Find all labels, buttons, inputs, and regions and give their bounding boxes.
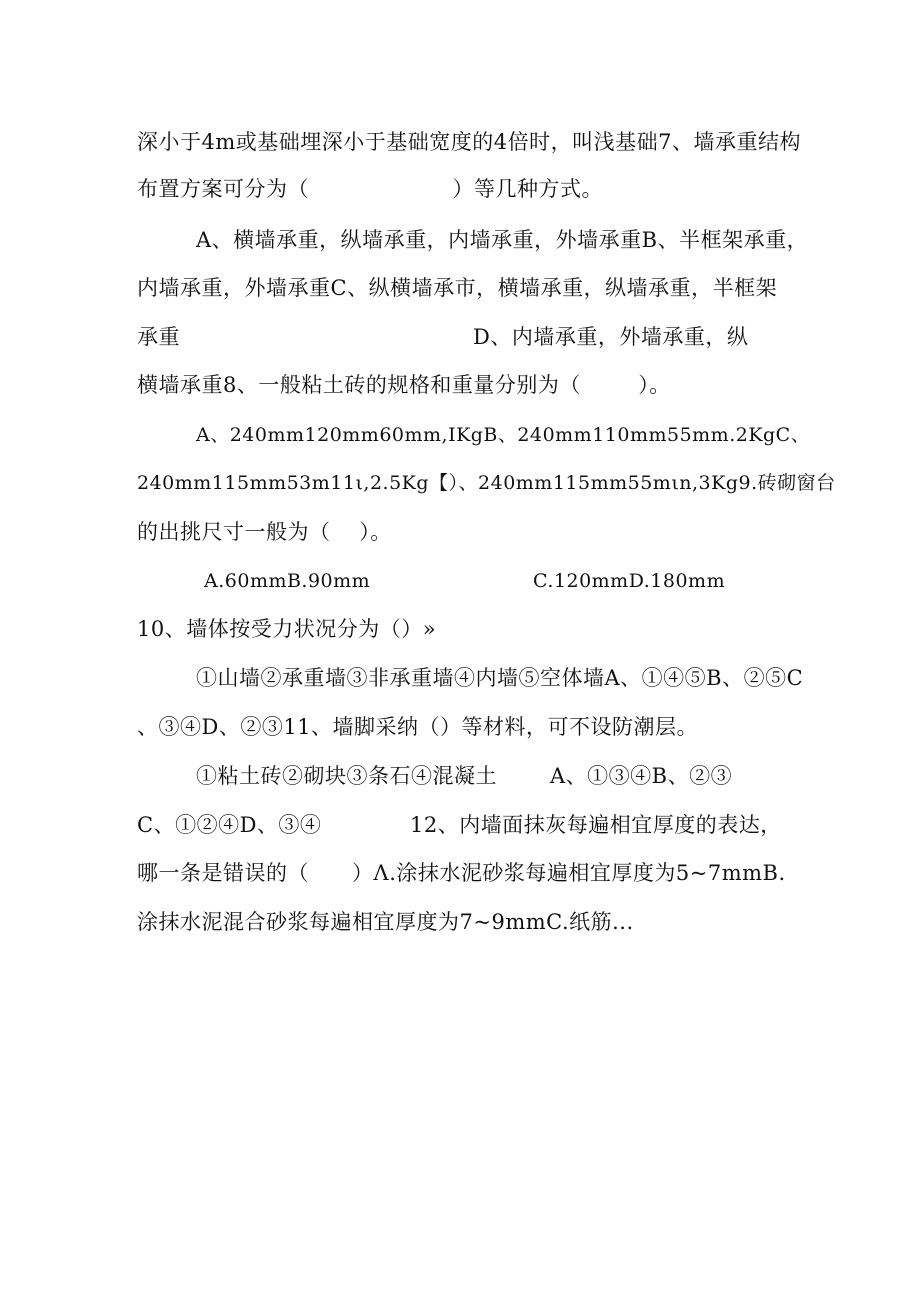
- text-line: A、①③④B、②③: [550, 764, 733, 788]
- text-line: A、240mm120mm60mm,IKgB、240mm110mm55mm.2KgC、: [196, 424, 811, 446]
- text-line: ①粘土砖②砌块③条石④混凝土: [196, 764, 497, 788]
- text-line: C、①②④D、③④: [137, 813, 322, 837]
- text-line: 、③④D、②③11、墙脚采纳（）等材料，可不设防潮层。: [137, 715, 699, 739]
- text-line: C.120mmD.180mm: [533, 570, 726, 592]
- text-line: 涂抹水泥混合砂浆每遍相宜厚度为7~9mmC.纸筋...: [137, 910, 634, 934]
- text-line: A、横墙承重，纵墙承重，内墙承重，外墙承重B、半框架承重，: [196, 228, 809, 252]
- text-line: 12、内墙面抹灰每遍相宜厚度的表达，: [410, 813, 782, 837]
- text-line: 横墙承重8、一般粘土砖的规格和重量分别为（ ）。: [137, 373, 671, 397]
- text-line: 深小于4m或基础埋深小于基础宽度的4倍时，叫浅基础7、墙承重结构: [137, 130, 801, 154]
- text-line: 承重: [137, 325, 180, 349]
- text-line: ①山墙②承重墙③非承重墙④内墙⑤空体墙A、①④⑤B、②⑤C: [196, 666, 804, 690]
- text-line: 布置方案可分为（ ）等几种方式。: [137, 177, 604, 201]
- text-line: D、内墙承重，外墙承重，纵: [473, 325, 749, 349]
- text-line: A.60mmB.90mm: [204, 570, 371, 592]
- text-line: 240mm115mm53m11ι,2.5Kg【）、240mm115mm55mιn,3Kg9.砖砌窗台: [137, 472, 836, 494]
- text-line: 哪一条是错误的（ ）Λ.涂抹水泥砂浆每遍相宜厚度为5~7mmB.: [137, 861, 786, 885]
- text-line: 的出挑尺寸一般为（ ）。: [137, 520, 392, 544]
- text-line: 内墙承重，外墙承重C、纵横墙承市，横墙承重，纵墙承重，半框架: [137, 276, 778, 300]
- text-line: 10、墙体按受力状况分为（）»: [137, 617, 437, 641]
